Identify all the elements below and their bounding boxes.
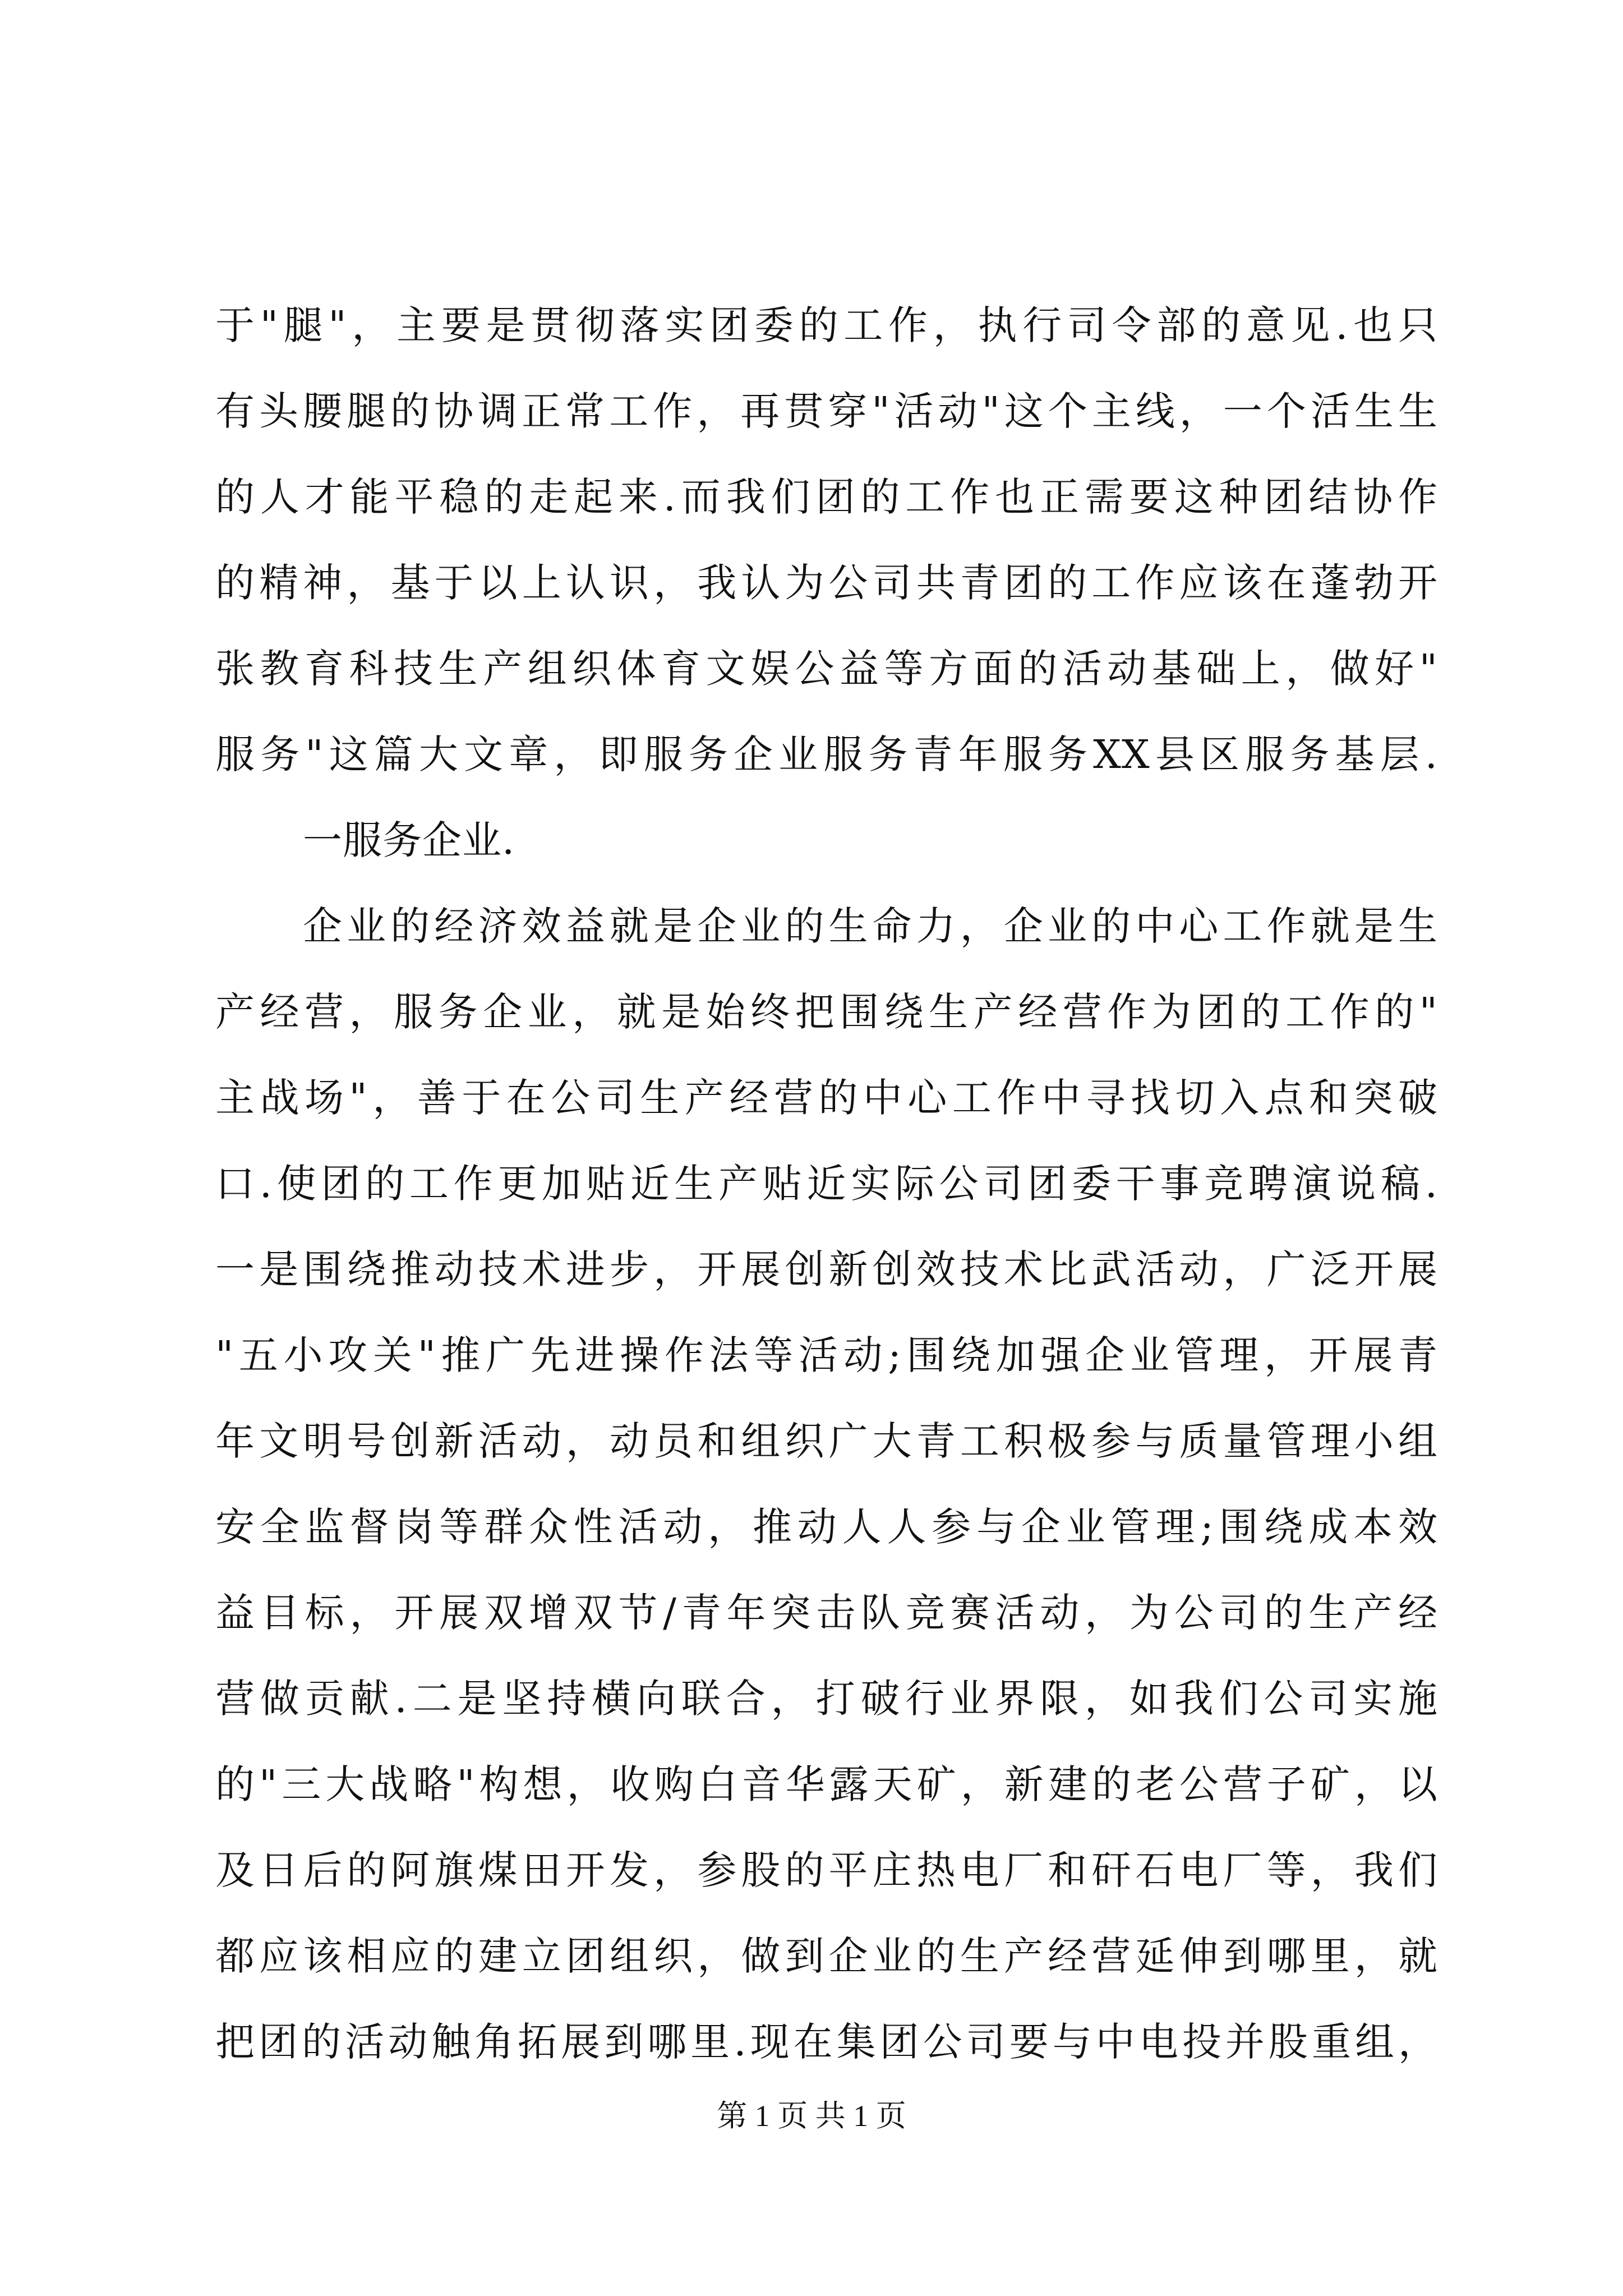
text-line-5: 张教育科技生产组织体育文娱公益等方面的活动基础上，做好" — [215, 646, 1438, 692]
text-line-13: "五小攻关"推广先进操作法等活动;围绕加强企业管理，开展青 — [215, 1332, 1438, 1378]
text-line-12: 一是围绕推动技术进步，开展创新创效技术比武活动，广泛开展 — [215, 1246, 1438, 1292]
text-line-3: 的人才能平稳的走起来.而我们团的工作也正需要这种团结协作 — [215, 474, 1438, 520]
section-heading: 一服务企业. — [303, 817, 515, 863]
text-line-6: 服务"这篇大文章，即服务企业服务青年服务XX县区服务基层. — [215, 731, 1438, 777]
page-footer: 第 1 页 共 1 页 — [717, 2099, 906, 2133]
text-line-11: 口.使团的工作更加贴近生产贴近实际公司团委干事竞聘演说稿. — [215, 1161, 1438, 1207]
text-line-19: 及日后的阿旗煤田开发，参股的平庄热电厂和矸石电厂等，我们 — [215, 1847, 1438, 1893]
text-line-18: 的"三大战略"构想，收购白音华露天矿，新建的老公营子矿，以 — [215, 1761, 1438, 1807]
text-line-16: 益目标，开展双增双节/青年突击队竞赛活动，为公司的生产经 — [215, 1590, 1438, 1636]
text-line-2: 有头腰腿的协调正常工作，再贯穿"活动"这个主线，一个活生生 — [215, 388, 1438, 434]
text-line-21: 把团的活动触角拓展到哪里.现在集团公司要与中电投并股重组， — [215, 2019, 1438, 2065]
text-line-14: 年文明号创新活动，动员和组织广大青工积极参与质量管理小组 — [215, 1418, 1438, 1464]
text-line-1: 于"腿"，主要是贯彻落实团委的工作，执行司令部的意见.也只 — [215, 302, 1438, 348]
text-line-17: 营做贡献.二是坚持横向联合，打破行业界限，如我们公司实施 — [215, 1676, 1438, 1722]
text-line-4: 的精神，基于以上认识，我认为公司共青团的工作应该在蓬勃开 — [215, 560, 1438, 606]
text-line-8: 企业的经济效益就是企业的生命力，企业的中心工作就是生 — [303, 903, 1438, 949]
text-line-10: 主战场"，善于在公司生产经营的中心工作中寻找切入点和突破 — [215, 1075, 1438, 1121]
text-line-9: 产经营，服务企业，就是始终把围绕生产经营作为团的工作的" — [215, 989, 1438, 1035]
text-line-20: 都应该相应的建立团组织，做到企业的生产经营延伸到哪里，就 — [215, 1933, 1438, 1979]
text-line-15: 安全监督岗等群众性活动，推动人人参与企业管理;围绕成本效 — [215, 1504, 1438, 1550]
